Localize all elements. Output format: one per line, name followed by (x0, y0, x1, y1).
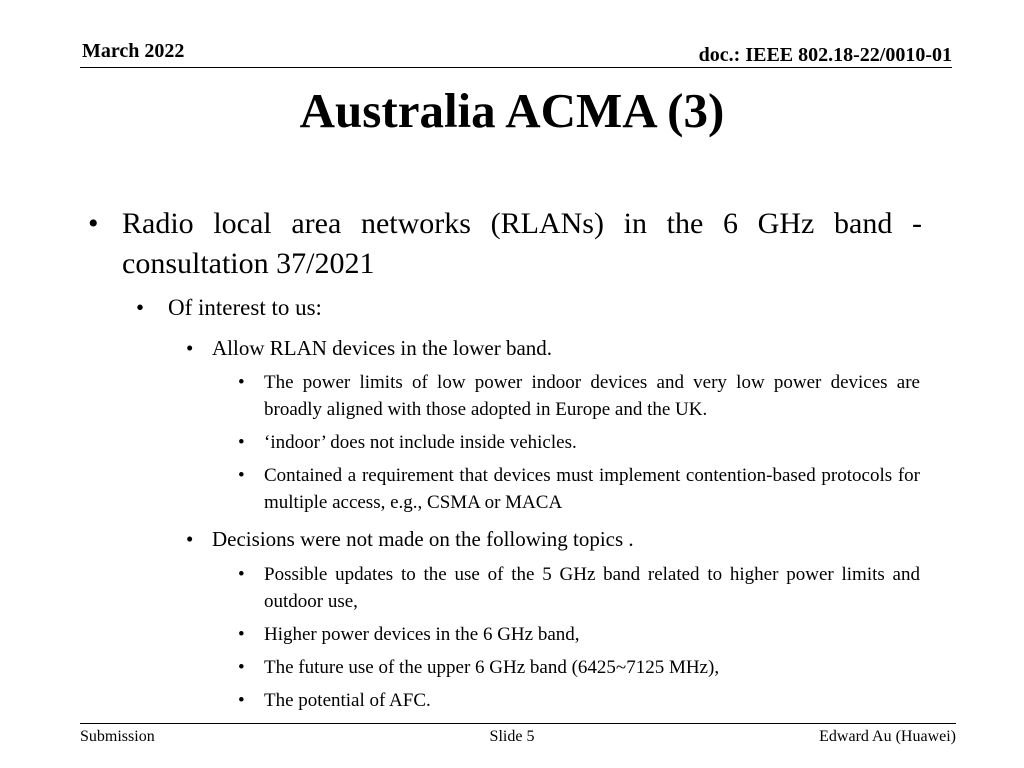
bullet-level1 (88, 204, 922, 284)
bullet-level4 (238, 561, 920, 615)
slide-title: Australia ACMA (3) (299, 83, 725, 138)
bullet-dot: • (238, 624, 245, 645)
bullet-level4 (238, 621, 920, 648)
bullet-dot: • (186, 527, 194, 551)
bullet-level4 (238, 369, 920, 423)
footer-divider (80, 723, 956, 724)
footer-slide-number: Slide 5 (489, 728, 535, 745)
bullet-text: Decisions were not made on the following topics . (212, 527, 634, 551)
bullet-dot: • (238, 690, 245, 711)
bullet-text: ‘indoor’ does not include inside vehicles. (264, 432, 577, 453)
bullet-level4 (238, 429, 920, 456)
bullet-text: Allow RLAN devices in the lower band. (212, 336, 553, 360)
bullet-level4 (238, 462, 920, 516)
footer-author: Edward Au (Huawei) (819, 728, 956, 745)
header-divider (80, 67, 952, 68)
bullet-dot: • (238, 657, 245, 678)
bullet-dot: • (186, 336, 194, 360)
bullet-text: Higher power devices in the 6 GHz band, (264, 624, 580, 645)
bullet-text: The future use of the upper 6 GHz band (6425~7125 MHz), (264, 657, 720, 678)
bullet-text: The potential of AFC. (264, 690, 431, 711)
bullet-level4 (238, 687, 920, 714)
bullet-dot: • (88, 207, 99, 240)
bullet-text: The power limits of low power indoor devices and very low power devices are broadly aligned with those adopted in Europe and the UK. (264, 372, 920, 420)
footer-submission: Submission (80, 728, 155, 745)
bullet-dot: • (238, 432, 245, 453)
bullet-level3 (186, 335, 922, 361)
bullet-dot: • (238, 465, 245, 486)
bullet-text: Contained a requirement that devices must implement contention-based protocols for multiple access, e.g., CSMA or MACA (264, 465, 920, 513)
bullet-dot: • (238, 564, 245, 585)
bullet-level2 (136, 294, 928, 322)
bullet-text: Of interest to us: (168, 295, 322, 320)
header-doc-id: doc.: IEEE 802.18-22/0010-01 (698, 44, 952, 66)
bullet-level4 (238, 654, 920, 681)
bullet-dot: • (238, 372, 245, 393)
bullet-level3 (186, 526, 922, 552)
header-date: March 2022 (82, 40, 185, 62)
bullet-text: Possible updates to the use of the 5 GHz band related to higher power limits and outdoor use, (264, 564, 920, 612)
bullet-dot: • (136, 295, 145, 320)
bullet-text: Radio local area networks (RLANs) in the 6 GHz band - consultation 37/2021 (122, 207, 922, 280)
